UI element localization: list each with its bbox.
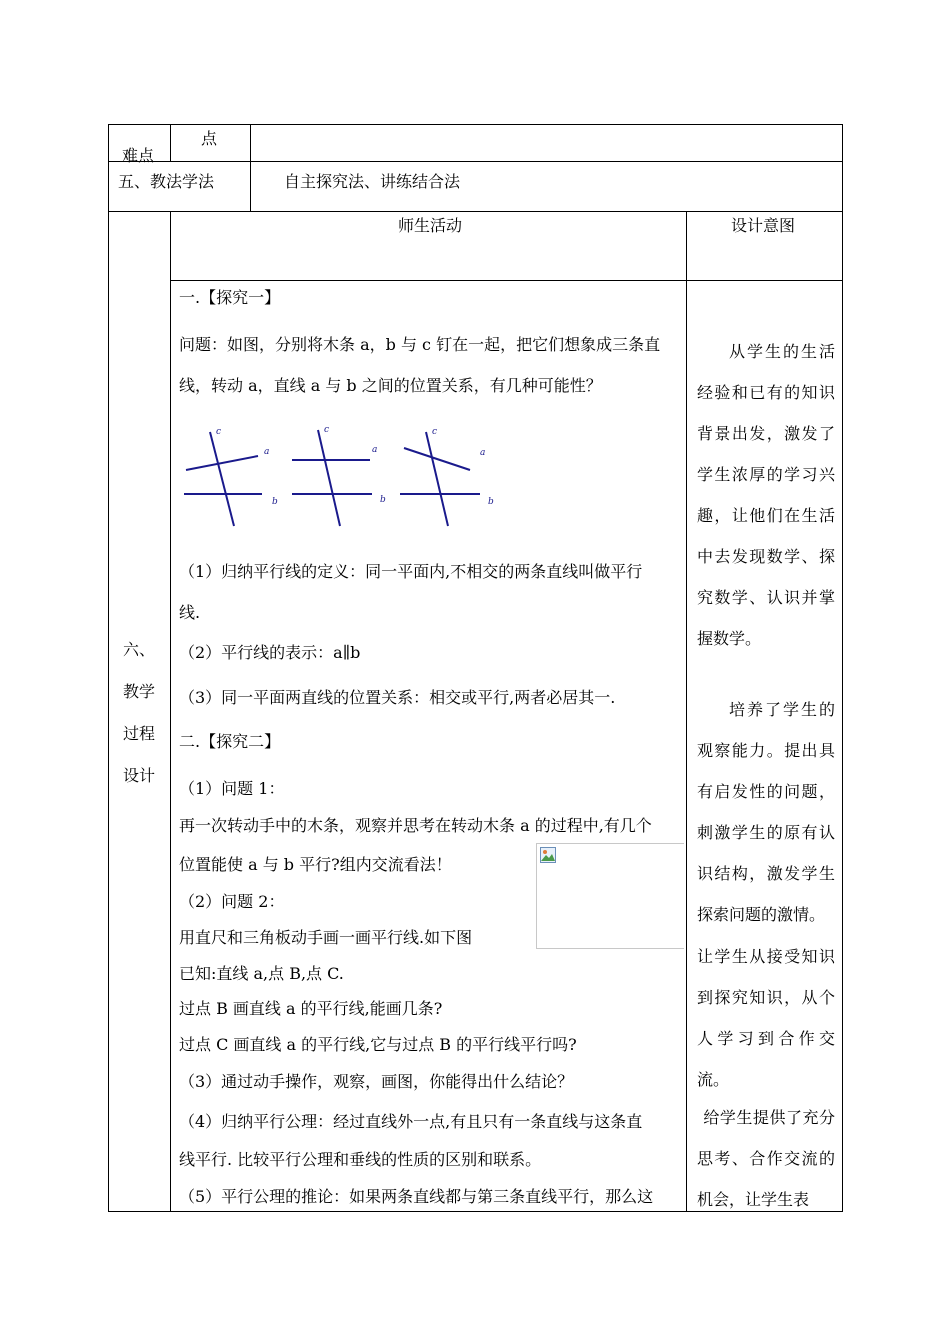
col-divider-row1-b: [250, 124, 251, 211]
explore2-title: 二.【探究二】: [179, 732, 281, 751]
explore1-question-line: 问题：如图，分别将木条 a，b 与 c 钉在一起，把它们想象成三条直: [179, 335, 661, 354]
question2-title: （2）问题 2：: [179, 892, 285, 911]
broken-image-icon: [540, 847, 556, 863]
process-label-line: 过程: [122, 724, 155, 743]
figure1-line-a: [186, 456, 258, 470]
table-border-right: [842, 124, 843, 1212]
explore1-question-line: 线，转动 a，直线 a 与 b 之间的位置关系，有几种可能性？: [179, 376, 602, 395]
image-placeholder: [536, 843, 684, 949]
definition-line: 线.: [179, 603, 201, 622]
intent-paragraph: 从学生的生活经验和已有的知识背景出发，激发了学生浓厚的学习兴趣，让他们在生活中去发现数学、探究数学、认识并掌握数学。: [697, 342, 835, 648]
figure1-label-c: c: [216, 427, 222, 437]
explore1-title: 一.【探究一】: [179, 288, 281, 307]
difficulty-label: 难点: [122, 146, 155, 165]
intent-paragraph: 培养了学生的观察能力。提出具有启发性的问题，刺激学生的原有认识结构，激发学生探索问题的激情。: [697, 700, 835, 924]
parallel-axiom-line: （4）归纳平行公理：经过直线外一点,有且只有一条直线与这条直: [179, 1112, 643, 1131]
col-divider-row1-a: [170, 124, 171, 161]
figure2-label-c: c: [324, 425, 330, 435]
process-label: [108, 638, 170, 806]
figure2-label-a: a: [372, 445, 378, 455]
figure2-label-b: b: [380, 495, 386, 505]
figure3-label-b: b: [488, 497, 494, 507]
figure2-line-c: [318, 430, 340, 526]
question2-line: 用直尺和三角板动手画一画平行线.如下图: [179, 928, 473, 947]
process-label-line: 教学: [122, 682, 155, 701]
process-label-line: 六、: [122, 640, 155, 659]
methods-value: 自主探究法、讲练结合法: [284, 172, 461, 191]
table-border-top: [108, 124, 843, 125]
question1-line: 再一次转动手中的木条，观察并思考在转动木条 a 的过程中,有几个: [179, 816, 652, 835]
question2-line: 已知:直线 a,点 B,点 C.: [179, 964, 344, 983]
question1-line: 位置能使 a 与 b 平行?组内交流看法！: [179, 855, 452, 874]
col-divider-intent: [686, 211, 687, 1212]
notation-line: （2）平行线的表示：a∥b: [179, 643, 361, 662]
parallel-axiom-line: 线平行. 比较平行公理和垂线的性质的区别和联系。: [179, 1150, 542, 1169]
activity-header: 师生活动: [398, 216, 463, 235]
definition-line: （1）归纳平行线的定义：同一平面内,不相交的两条直线叫做平行: [179, 562, 643, 581]
figure3-label-a: a: [480, 448, 486, 458]
col-divider-process: [170, 211, 171, 1212]
intent-paragraph: 让学生从接受知识到探究知识，从个人学习到合作交流。: [697, 947, 835, 1089]
row-divider-2: [108, 211, 843, 212]
rotating-lines-figure: [178, 422, 508, 532]
figure1-line-c: [210, 432, 234, 526]
figure3-line-c: [426, 432, 448, 526]
process-label-line: 设计: [122, 766, 155, 785]
position-relation-line: （3）同一平面两直线的位置关系：相交或平行,两者必居其一.: [179, 688, 616, 707]
figure1-label-a: a: [264, 447, 270, 457]
figure1-label-b: b: [272, 497, 278, 507]
row-divider-1: [108, 161, 843, 162]
intent-header: 设计意图: [731, 216, 796, 235]
methods-label: 五、教法学法: [118, 172, 215, 191]
question2-line: 过点 B 画直线 a 的平行线,能画几条?: [179, 999, 443, 1018]
question1-title: （1）问题 1：: [179, 779, 285, 798]
conclusion-question: （3）通过动手操作，观察，画图，你能得出什么结论？: [179, 1072, 574, 1091]
figure3-label-c: c: [432, 427, 438, 437]
intent-paragraph: 给学生提供了充分思考、合作交流的机会，让学生表: [697, 1108, 835, 1209]
figure3-line-a: [404, 448, 470, 470]
question2-line: 过点 C 画直线 a 的平行线,它与过点 B 的平行线平行吗?: [179, 1035, 577, 1054]
difficulty-sub-label: 点: [201, 129, 218, 148]
axiom-corollary-line: （5）平行公理的推论：如果两条直线都与第三条直线平行，那么这: [179, 1187, 654, 1206]
header-divider: [170, 280, 843, 281]
